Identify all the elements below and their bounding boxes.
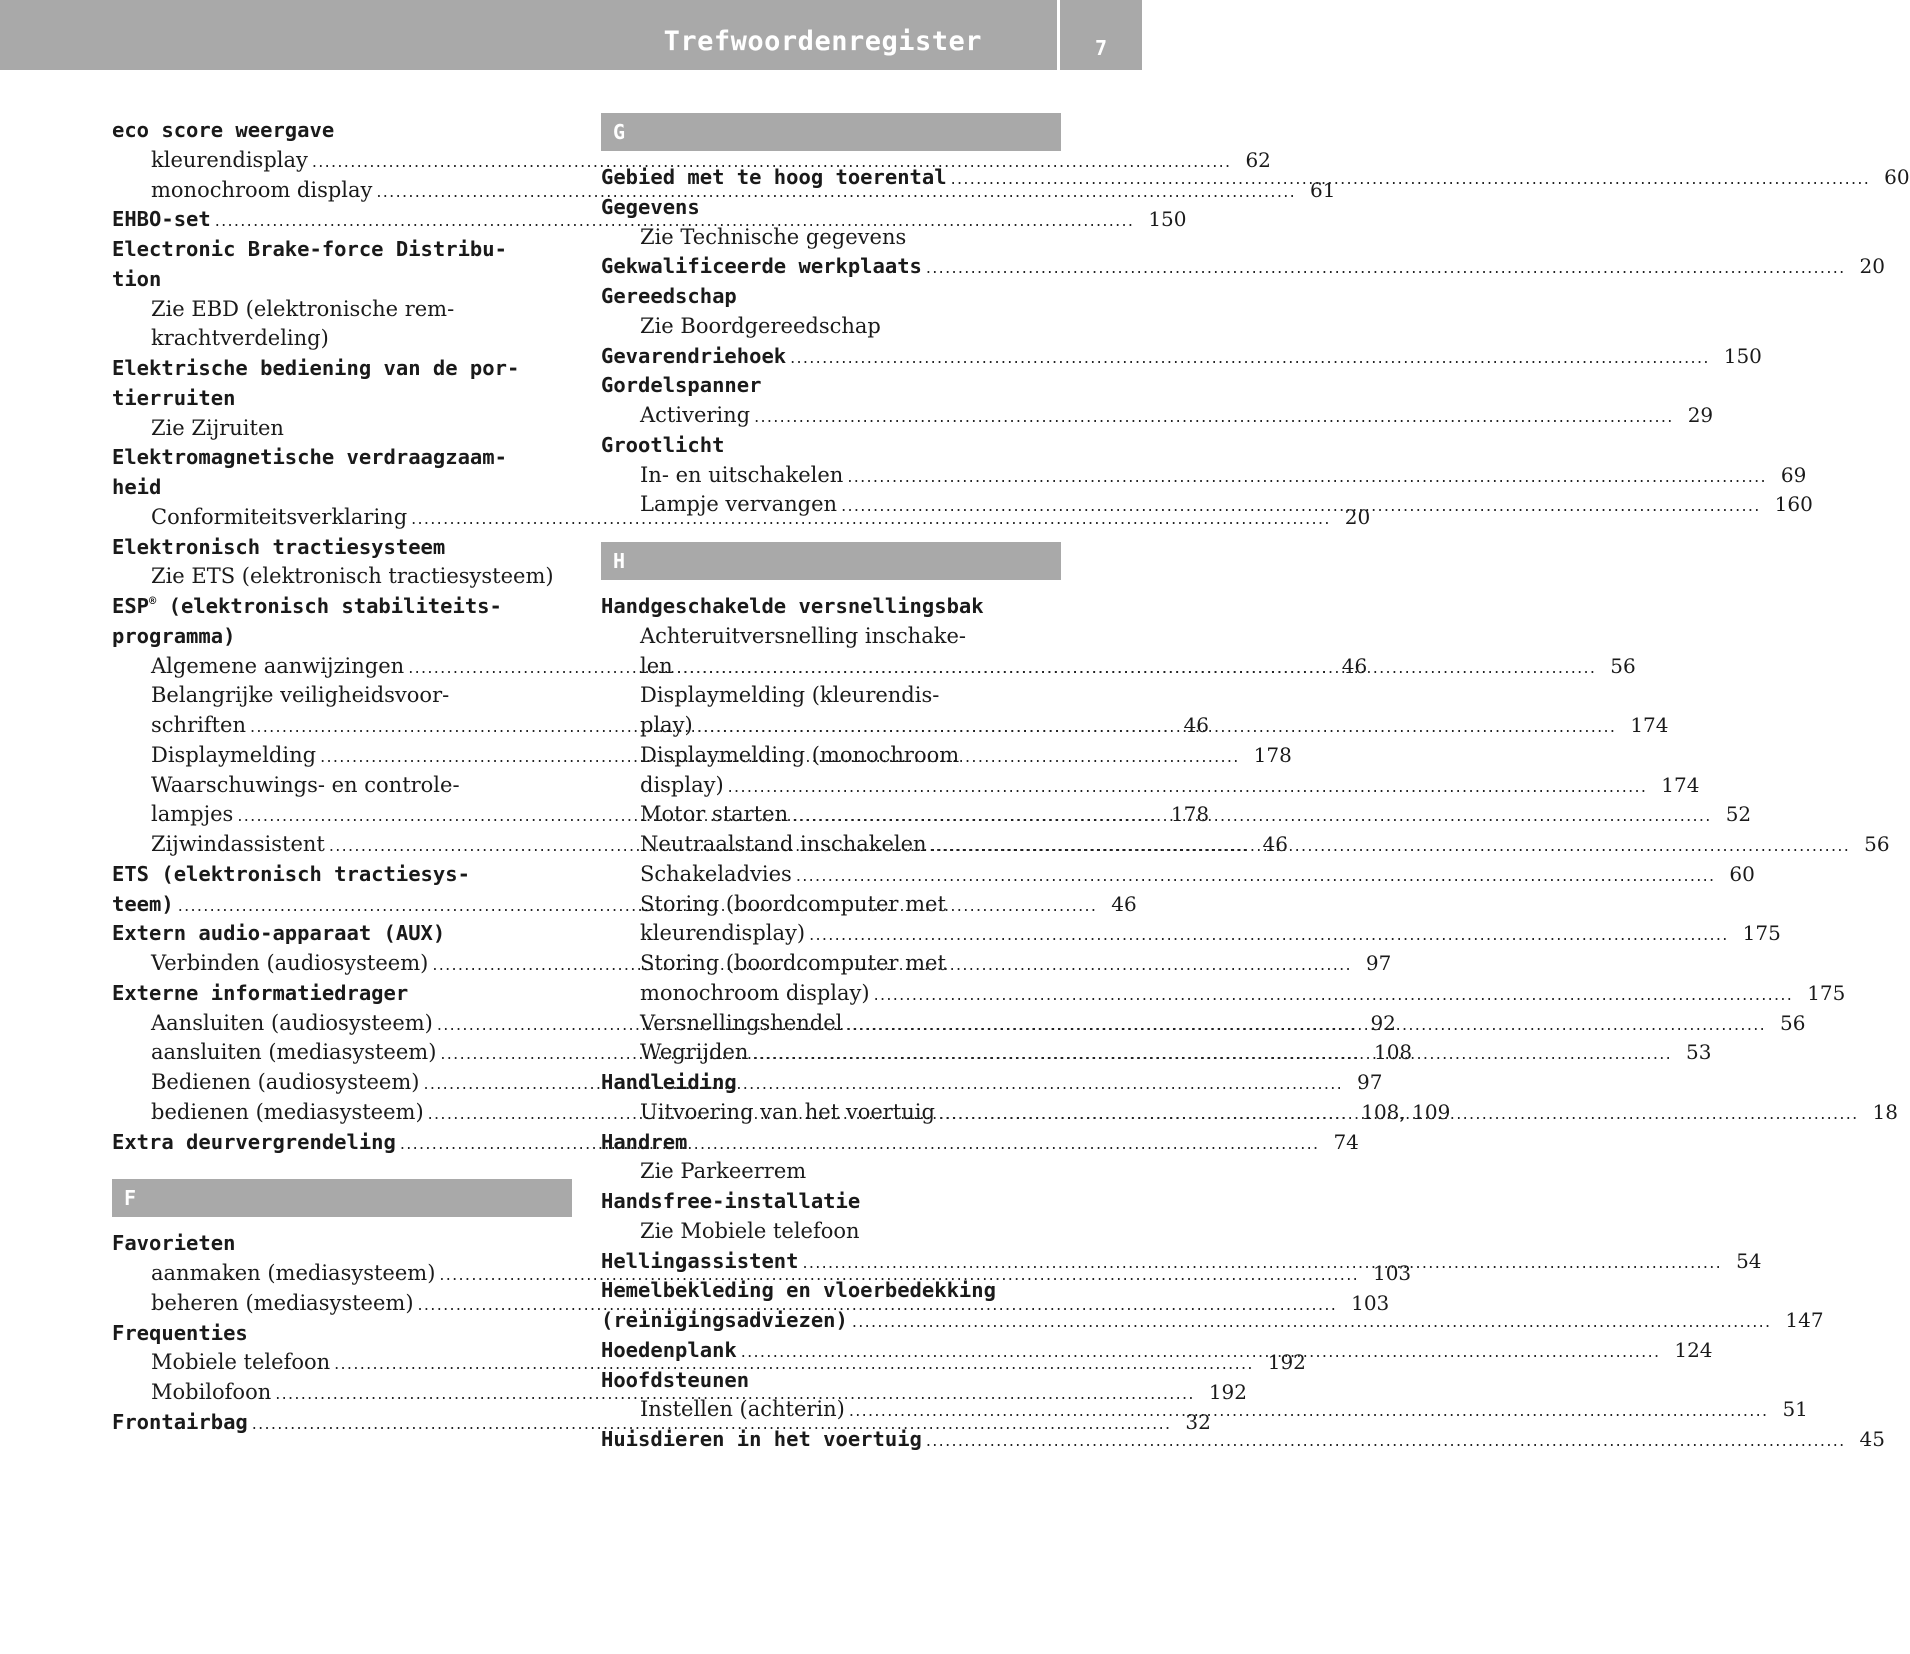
entry-text: Zie ETS (elektronisch tractiesysteem) — [151, 564, 554, 589]
entry-text: Algemene aanwijzingen — [151, 653, 405, 678]
page-reference: 160 — [1774, 492, 1813, 517]
entry-text: Electronic Brake-force Distribu- — [112, 237, 507, 261]
dot-leader — [673, 653, 1611, 683]
entry-text: Wegrijden — [640, 1040, 749, 1065]
dot-leader — [724, 772, 1662, 802]
page-reference: 192 — [1208, 1380, 1248, 1404]
page-reference: 46 — [1183, 713, 1210, 737]
page-reference: 103 — [1372, 1261, 1412, 1285]
index-subentry — [601, 979, 1846, 1009]
entry-text: tierruiten — [112, 385, 236, 410]
entry-text: Storing (boordcomputer met — [640, 891, 946, 916]
index-entry — [112, 592, 572, 622]
entry-text: programma) — [112, 623, 236, 648]
page-reference: 56 — [1779, 1010, 1806, 1035]
index-subentry — [601, 919, 1781, 949]
registered-mark: ® — [149, 594, 157, 609]
entry-text: Grootlicht — [601, 432, 725, 457]
entry-text: Displaymelding (kleurendis- — [640, 683, 940, 708]
entry-text: monochroom display — [151, 177, 373, 202]
dot-leader — [843, 462, 1781, 492]
dot-leader — [935, 1099, 1873, 1129]
index-entry — [601, 1425, 1885, 1455]
index-subentry — [601, 401, 1714, 431]
index-entry — [601, 371, 1061, 401]
entry-text: Motor starten — [640, 802, 789, 827]
index-subentry — [112, 146, 1271, 176]
entry-text: beheren (mediasysteem) — [151, 1290, 414, 1315]
page-reference: 92 — [1370, 1010, 1396, 1035]
index-entry — [601, 1068, 1061, 1098]
page-reference: 54 — [1736, 1248, 1762, 1273]
entry-text: Handgeschakelde versnellingsbak — [601, 594, 984, 618]
page-reference: 45 — [1859, 1427, 1885, 1451]
index-entry — [601, 1128, 1061, 1158]
index-entry — [601, 252, 1885, 282]
entry-text: aanmaken (mediasysteem) — [151, 1261, 436, 1285]
entry-text: Gegevens — [601, 194, 700, 219]
entry-text: bedienen (mediasysteem) — [151, 1099, 424, 1124]
index-entry — [601, 342, 1762, 372]
page-reference: 175 — [1807, 980, 1846, 1005]
entry-text: Waarschuwings- en controle- — [151, 772, 460, 797]
entry-text: Zie Mobiele telefoon — [640, 1218, 860, 1243]
index-subentry — [601, 681, 1061, 711]
index-entry — [601, 1187, 1061, 1217]
entry-text: Handsfree-installatie — [601, 1189, 861, 1213]
entry-text: Hoofdsteunen — [601, 1367, 750, 1392]
entry-text: Extra deurvergrendeling — [112, 1129, 396, 1154]
index-subentry — [601, 771, 1700, 801]
dot-leader — [837, 491, 1775, 521]
page-reference: 192 — [1267, 1350, 1306, 1375]
entry-text: Aansluiten (audiosysteem) — [151, 1010, 433, 1035]
index-subentry — [601, 860, 1755, 890]
entry-text: Hemelbekleding en vloerbedekking — [601, 1278, 996, 1303]
entry-text: Gevarendriehoek — [601, 343, 787, 368]
entry-text: Huisdieren in het voertuig — [601, 1427, 922, 1451]
index-entry — [601, 1276, 1061, 1306]
page-reference: 32 — [1185, 1409, 1211, 1434]
entry-text: display) — [640, 772, 724, 797]
entry-text: Elektromagnetische verdraagzaam- — [112, 445, 507, 470]
entry-text: Zie Parkeerrem — [640, 1159, 807, 1184]
page-reference: 46 — [1341, 653, 1368, 678]
entry-text: Schakeladvies — [640, 861, 792, 886]
entry-text: Hellingassistent — [601, 1248, 799, 1273]
entry-text: tion — [112, 266, 162, 291]
entry-text: Elektrische bediening van de por- — [112, 356, 520, 380]
dot-leader — [922, 253, 1860, 283]
dot-leader — [750, 402, 1688, 432]
section-gap — [112, 1157, 572, 1179]
page-reference: 62 — [1245, 147, 1271, 172]
index-entry — [601, 282, 1061, 312]
entry-text: Activering — [640, 403, 751, 427]
entry-text: Uitvoering van het voertuig — [640, 1099, 935, 1124]
index-entry — [601, 1366, 1061, 1396]
page-reference: 150 — [1148, 207, 1187, 232]
entry-text: len — [640, 653, 673, 678]
dot-leader — [786, 343, 1724, 373]
dot-leader — [922, 1426, 1860, 1456]
index-subentry — [601, 461, 1807, 491]
entry-text: ETS (elektronisch tractiesys- — [112, 861, 470, 886]
dot-leader — [842, 1010, 1780, 1040]
index-entry — [112, 235, 572, 265]
entry-text: Handleiding — [601, 1070, 737, 1094]
section-letter-bar: G — [601, 113, 1061, 151]
dot-leader — [792, 861, 1730, 891]
entry-text: krachtverdeling) — [151, 326, 329, 351]
index-entry — [112, 354, 572, 384]
page-reference: 69 — [1780, 462, 1807, 487]
entry-text: Conformiteitsverklaring — [151, 504, 408, 529]
dot-leader — [845, 1396, 1783, 1426]
page-reference: 56 — [1610, 653, 1636, 678]
index-subentry — [601, 312, 1061, 342]
index-entry — [112, 979, 572, 1009]
entry-text: play) — [640, 713, 693, 737]
index-entry — [112, 443, 572, 473]
page-reference: 61 — [1309, 177, 1336, 202]
entry-text: Bedienen (audiosysteem) — [151, 1070, 420, 1094]
entry-text: kleurendisplay) — [640, 921, 806, 946]
entry-text: ESP® (elektronisch stabiliteits- — [112, 594, 502, 618]
entry-text: Storing (boordcomputer met — [640, 951, 946, 975]
page-reference: 46 — [1262, 832, 1288, 856]
entry-text: Gekwalificeerde werkplaats — [601, 254, 922, 279]
entry-text: Gereedschap — [601, 284, 737, 308]
entry-text: Achteruitversnelling inschake- — [640, 623, 966, 648]
entry-text: Displaymelding — [151, 742, 317, 767]
dot-leader — [870, 980, 1808, 1010]
entry-text: Zie EBD (elektronische rem- — [151, 296, 455, 321]
index-subentry — [112, 324, 572, 354]
page-reference: 97 — [1357, 1070, 1383, 1094]
entry-text: Hoedenplank — [601, 1337, 737, 1362]
page-reference: 52 — [1725, 802, 1752, 827]
page-reference: 103 — [1351, 1290, 1390, 1315]
page-title: Trefwoordenregister — [663, 26, 982, 57]
index-subentry — [601, 741, 1061, 771]
page-reference: 150 — [1723, 343, 1762, 368]
entry-text: lampjes — [151, 802, 234, 827]
page-reference: 175 — [1742, 921, 1781, 946]
index-entry — [112, 384, 572, 414]
index-subentry — [112, 414, 572, 444]
section-letter-bar: H — [601, 542, 1061, 580]
entry-text: Mobiele telefoon — [151, 1350, 331, 1375]
page-reference: 74 — [1333, 1129, 1359, 1154]
index-entry — [112, 860, 572, 890]
entry-text: (reinigingsadviezen) — [601, 1308, 848, 1332]
page-reference: 60 — [1884, 165, 1910, 189]
page-reference: 53 — [1685, 1040, 1712, 1065]
index-subentry — [112, 295, 572, 325]
index-subentry — [601, 890, 1061, 920]
entry-text: Neutraalstand inschakelen — [640, 832, 927, 856]
index-entry — [112, 265, 572, 295]
entry-text: Handrem — [601, 1129, 688, 1154]
section-gap — [601, 520, 1061, 542]
index-entry — [112, 919, 572, 949]
entry-text: kleurendisplay — [151, 147, 308, 172]
entry-text: eco score weergave — [112, 118, 335, 142]
entry-text: Lampje vervangen — [640, 492, 838, 517]
page-reference: 124 — [1674, 1337, 1713, 1362]
index-subentry — [601, 1217, 1061, 1247]
page-reference: 108, 109 — [1361, 1099, 1451, 1124]
dot-leader — [798, 1248, 1736, 1278]
page-number: 7 — [1094, 36, 1108, 60]
index-entry — [601, 431, 1061, 461]
index-subentry — [601, 622, 1061, 652]
page-reference: 178 — [1170, 802, 1210, 827]
page-reference: 178 — [1253, 742, 1292, 767]
dot-leader — [848, 1307, 1786, 1337]
dot-leader — [947, 164, 1885, 194]
section-letter-bar: F — [112, 1179, 572, 1217]
index-subentry — [112, 681, 572, 711]
page-reference: 20 — [1859, 254, 1885, 279]
entry-text: Frequenties — [112, 1320, 248, 1345]
page-reference: 56 — [1864, 832, 1890, 856]
page-reference: 51 — [1782, 1397, 1808, 1422]
dot-leader — [737, 1337, 1675, 1367]
page-reference: 174 — [1661, 772, 1700, 797]
dot-leader — [693, 712, 1631, 742]
entry-text: aansluiten (mediasysteem) — [151, 1040, 437, 1065]
dot-leader — [748, 1039, 1686, 1069]
index-subentry — [601, 1157, 1061, 1187]
entry-text: In- en uitschakelen — [640, 462, 844, 487]
entry-text: Instellen (achterin) — [640, 1397, 845, 1422]
dot-leader — [927, 831, 1865, 861]
index-subentry — [601, 223, 1061, 253]
index-entry — [601, 1306, 1824, 1336]
entry-text: Zie Boordgereedschap — [640, 313, 881, 338]
page-header — [0, 0, 1142, 70]
index-subentry — [112, 562, 572, 592]
page-reference: 108 — [1373, 1040, 1413, 1065]
index-entry — [112, 473, 572, 503]
index-subentry — [112, 771, 572, 801]
page-reference: 97 — [1365, 951, 1392, 975]
entry-text: Zie Technische gegevens — [640, 224, 907, 249]
index-entry — [112, 622, 572, 652]
index-entry — [112, 1229, 572, 1259]
page-reference: 20 — [1344, 504, 1371, 529]
dot-leader — [805, 920, 1743, 950]
entry-text: Extern audio-apparaat (AUX) — [112, 921, 446, 946]
index-entry — [112, 1319, 572, 1349]
index-entry — [601, 193, 1061, 223]
entry-text: Frontairbag — [112, 1409, 248, 1434]
entry-text: schriften — [151, 713, 246, 737]
page-reference: 147 — [1785, 1308, 1824, 1332]
page-reference: 29 — [1687, 403, 1714, 427]
entry-text: Gordelspanner — [601, 373, 762, 398]
page-reference: 60 — [1729, 861, 1755, 886]
page-reference: 18 — [1872, 1099, 1898, 1124]
entry-text: heid — [112, 475, 162, 499]
page-reference: 174 — [1630, 713, 1669, 737]
entry-text: Gebied met te hoog toerental — [601, 165, 947, 189]
entry-text: Externe informatiedrager — [112, 980, 409, 1005]
entry-text: teem) — [112, 891, 174, 916]
entry-text: Favorieten — [112, 1231, 236, 1256]
index-entry — [112, 116, 572, 146]
entry-text: EHBO-set — [112, 207, 211, 232]
entry-text: Belangrijke veiligheidsvoor- — [151, 683, 450, 708]
entry-text: Zie Zijruiten — [151, 415, 284, 440]
entry-text: Mobilofoon — [151, 1380, 272, 1404]
page-reference: 46 — [1111, 891, 1137, 916]
entry-text: Verbinden (audiosysteem) — [151, 951, 429, 975]
entry-text: Zijwindassistent — [151, 832, 325, 856]
dot-leader — [788, 801, 1726, 831]
entry-text: monochroom display) — [640, 980, 870, 1005]
entry-text: Elektronisch tractiesysteem — [112, 534, 446, 559]
entry-text: Displaymelding (monochroom — [640, 742, 960, 767]
index-subentry — [601, 949, 1061, 979]
index-entry — [112, 533, 572, 563]
entry-text: Versnellingshendel — [640, 1010, 843, 1035]
index-entry — [601, 592, 1061, 622]
